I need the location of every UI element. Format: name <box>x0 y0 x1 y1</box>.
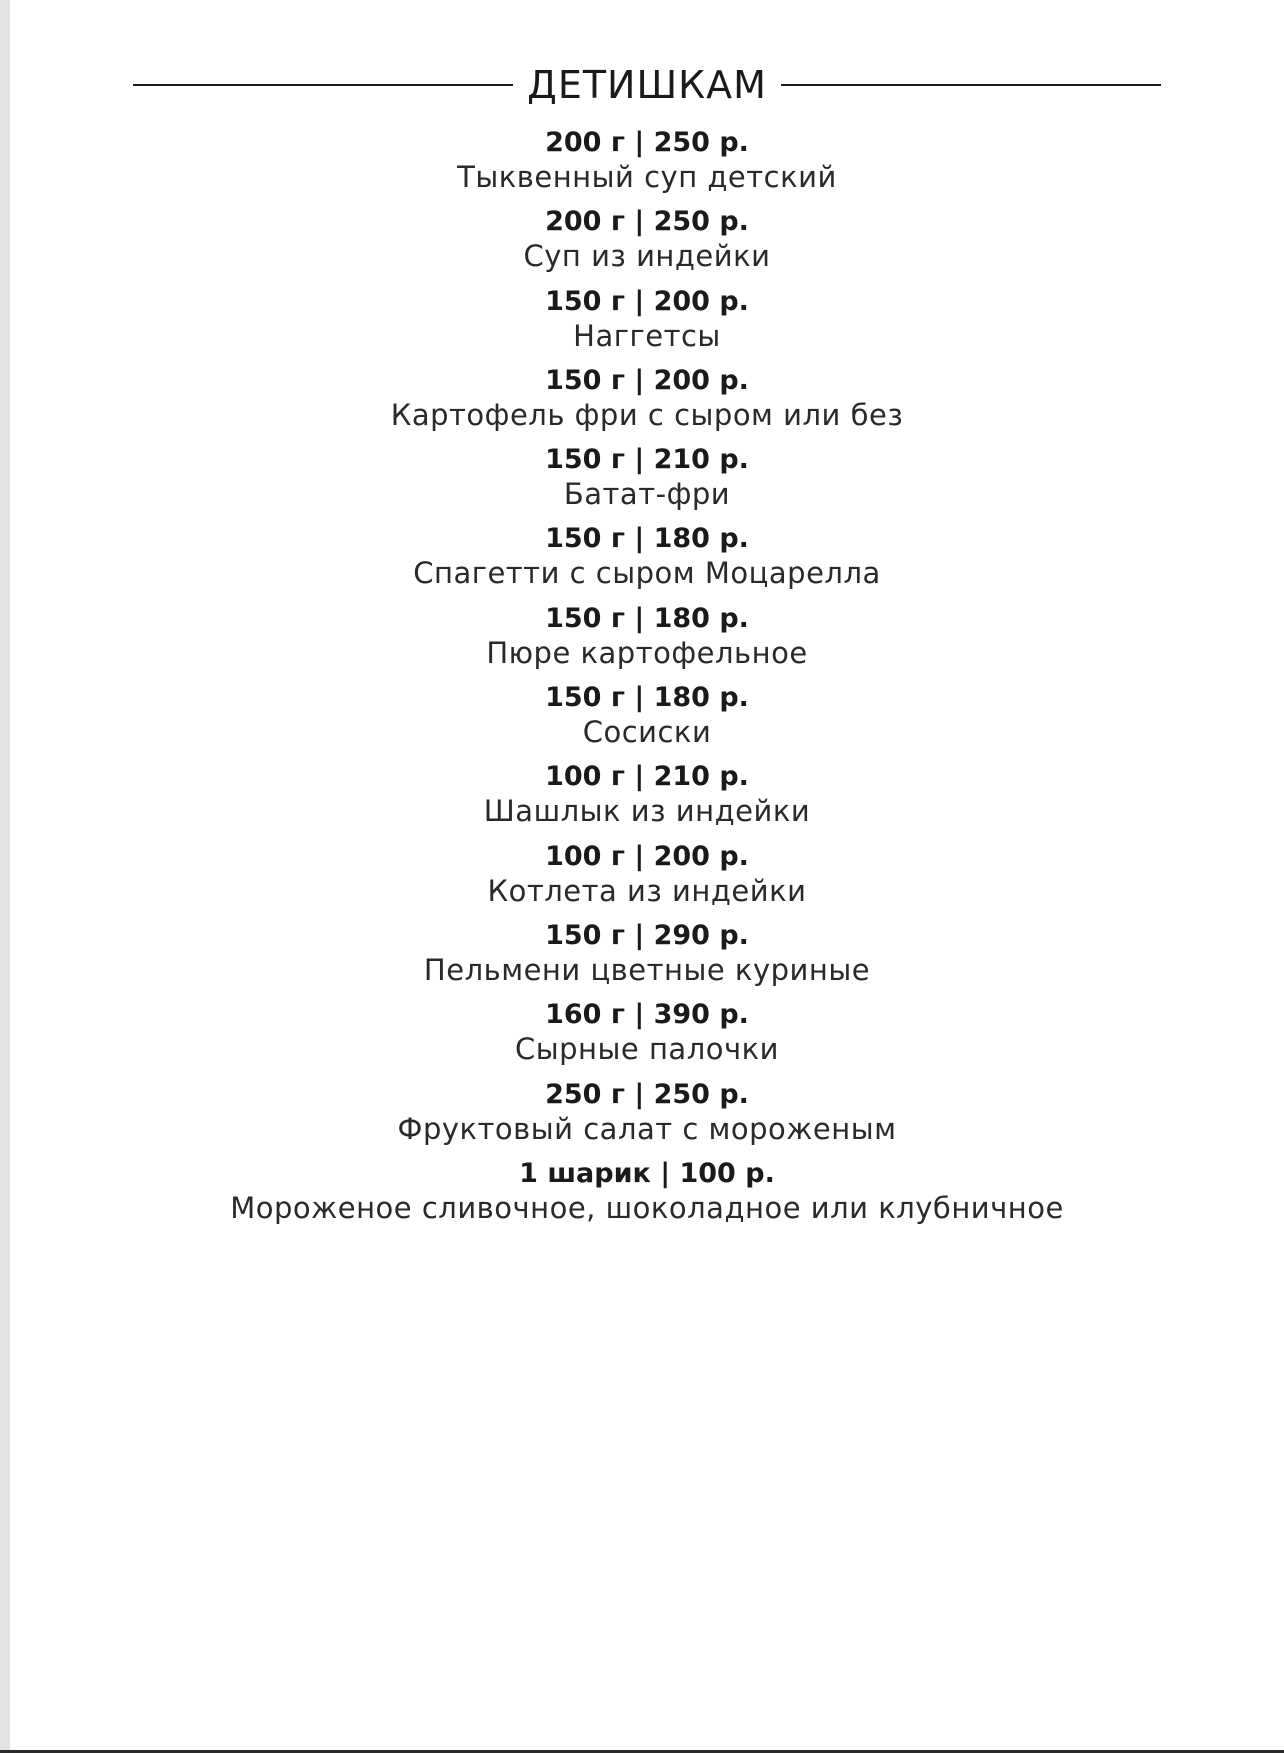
item-weight-price: 200 г | 250 р. <box>545 127 749 158</box>
item-name: Котлета из индейки <box>487 873 807 908</box>
item-weight-price: 150 г | 180 р. <box>545 523 749 555</box>
item-name: Фруктовый салат с мороженым <box>397 1111 897 1146</box>
menu-item <box>10 919 1284 998</box>
menu-page <box>10 0 1284 1753</box>
item-name: Пюре картофельное <box>486 635 808 670</box>
item-name: Сосиски <box>582 715 712 750</box>
menu-item <box>10 126 1284 205</box>
item-name: Шашлык из индейки <box>483 794 811 829</box>
section-header <box>133 62 1161 108</box>
menu-item <box>10 522 1284 601</box>
header-rule-left <box>133 84 513 86</box>
page-edge-left <box>0 0 10 1753</box>
menu-item <box>10 443 1284 522</box>
menu-item <box>10 998 1284 1077</box>
item-weight-price: 150 г | 180 р. <box>545 682 749 714</box>
item-weight-price: 160 г | 390 р. <box>545 999 749 1031</box>
item-name: Спагетти с сыром Моцарелла <box>413 556 881 591</box>
item-weight-price: 1 шарик | 100 р. <box>519 1157 775 1189</box>
section-title: ДЕТИШКАМ <box>527 63 767 107</box>
item-name: Мороженое сливочное, шоколадное или клубничное <box>230 1190 1064 1225</box>
item-name: Сырные палочки <box>515 1032 779 1067</box>
menu-list <box>10 126 1284 1236</box>
item-name: Тыквенный суп детский <box>457 160 837 194</box>
menu-item <box>10 364 1284 443</box>
item-weight-price: 100 г | 200 р. <box>545 840 749 872</box>
item-name: Пельмени цветные куриные <box>423 952 871 987</box>
menu-item <box>10 602 1284 681</box>
menu-item <box>10 1157 1284 1236</box>
menu-item <box>10 205 1284 284</box>
item-name: Суп из индейки <box>523 239 771 274</box>
menu-item <box>10 760 1284 839</box>
menu-item <box>10 285 1284 364</box>
item-name: Картофель фри с сыром или без <box>390 397 904 432</box>
item-weight-price: 150 г | 290 р. <box>545 919 749 951</box>
item-weight-price: 150 г | 200 р. <box>545 364 749 396</box>
header-rule-right <box>781 84 1161 86</box>
item-weight-price: 100 г | 210 р. <box>545 761 749 793</box>
item-weight-price: 150 г | 200 р. <box>545 285 749 317</box>
menu-item <box>10 1078 1284 1157</box>
menu-item <box>10 681 1284 760</box>
item-weight-price: 150 г | 210 р. <box>545 444 749 476</box>
item-name: Наггетсы <box>573 318 721 353</box>
item-weight-price: 200 г | 250 р. <box>545 206 749 238</box>
menu-item <box>10 840 1284 919</box>
item-weight-price: 250 г | 250 р. <box>545 1078 749 1110</box>
item-weight-price: 150 г | 180 р. <box>545 602 749 634</box>
item-name: Батат-фри <box>563 477 731 512</box>
